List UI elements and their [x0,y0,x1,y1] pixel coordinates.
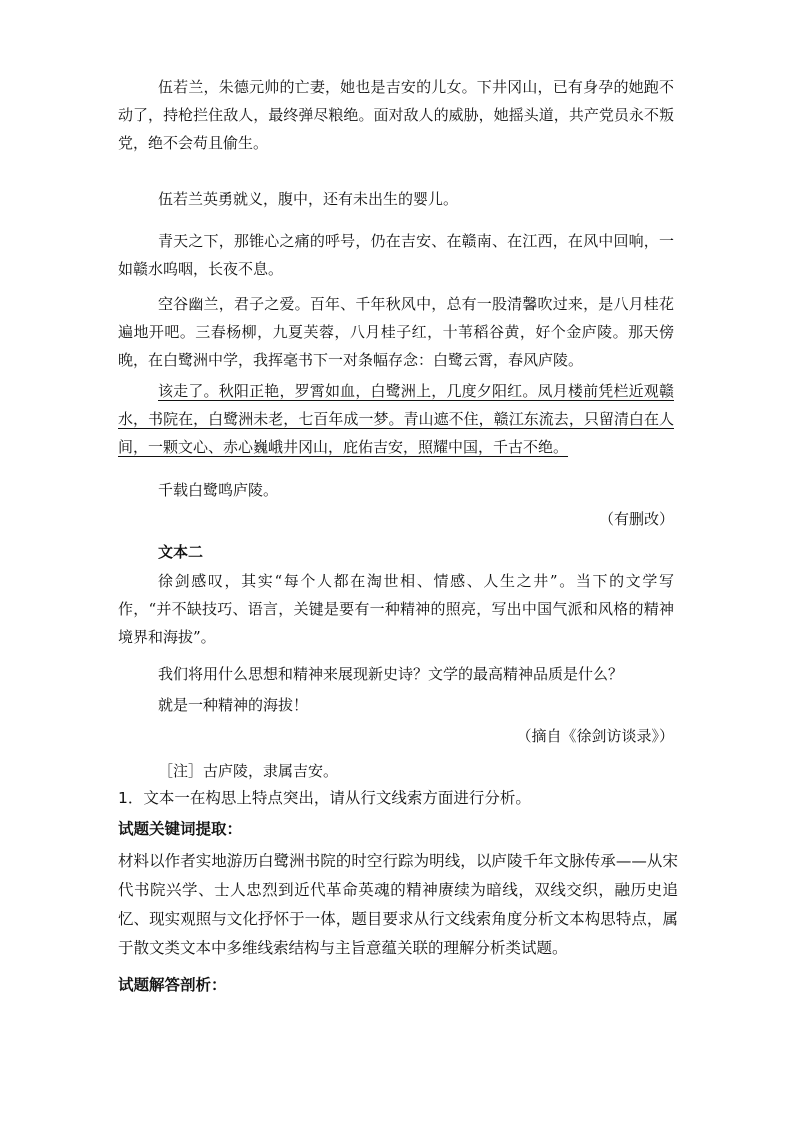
question-1: 1．文本一在构思上特点突出，请从行文线索方面进行分析。 [118,789,531,807]
analysis-label: 试题解答剖析： [118,976,227,994]
text-two-heading: 文本二 [158,543,204,561]
text-two-paragraph-2: 我们将用什么思想和精神来展现新史诗？文学的最高精神品质是什么？ [158,665,624,683]
underlined-passage: 该走了。秋阳正艳，罗霄如血，白鹭洲上，几度夕阳红。凤月楼前凭栏近观赣水，书院在，白鹭洲未老，七百年成一梦。青山遮不住，赣江东流去，只留清白在人间，一颗文心、赤心巍峨井冈山，庇佑吉安，照耀中国，千古不绝。 [118,382,674,456]
annotation-note: ［注］古庐陵，隶属吉安。 [158,762,339,780]
text-one-paragraph-4: 空谷幽兰，君子之爱。百年、千年秋风中，总有一股清馨吹过来，是八月桂花遍地开吧。三春杨柳，九夏芙蓉，八月桂子红，十苇稻谷黄，好个金庐陵。那天傍晚，在白鹭洲中学，我挥毫书下一对条幅存念：白鹭云霄，春风庐陵。 [118,295,674,369]
text-one-source: （有删改） [598,510,674,528]
text-one-paragraph-3: 青天之下，那锥心之痛的呼号，仍在吉安、在赣南、在江西，在风中回响，一如赣水呜咽，长夜不息。 [118,232,674,278]
text-one-paragraph-1: 伍若兰，朱德元帅的亡妻，她也是吉安的儿女。下井冈山，已有身孕的她跑不动了，持枪拦住敌人，最终弹尽粮绝。面对敌人的威胁，她摇头道，共产党员永不叛党，绝不会苟且偷生。 [118,78,674,152]
keywords-label: 试题关键词提取： [118,820,243,838]
text-two-paragraph-1: 徐剑感叹，其实“每个人都在淘世相、情感、人生之井”。当下的文学写作，“并不缺技巧、语言，关键是要有一种精神的照亮，写出中国气派和风格的精神境界和海拔”。 [118,572,674,646]
text-one-paragraph-5-underlined [118,377,674,461]
text-one-paragraph-6: 千载白鹭鸣庐陵。 [158,481,279,499]
keywords-text: 材料以作者实地游历白鹭洲书院的时空行踪为明线，以庐陵千年文脉传承——从宋代书院兴学、士人忠烈到近代革命英魂的精神赓续为暗线，双线交织，融历史追忆、现实观照与文化抒怀于一体，题目要求从行文线索角度分析文本构思特点，属于散文类文本中多维线索结构与主旨意蕴关联的理解分析类试题。 [118,852,678,957]
text-two-source: （摘自《徐剑访谈录》） [516,727,674,745]
text-two-paragraph-3: 就是一种精神的海拔！ [158,696,309,714]
text-one-paragraph-2: 伍若兰英勇就义，腹中，还有未出生的婴儿。 [158,190,459,208]
